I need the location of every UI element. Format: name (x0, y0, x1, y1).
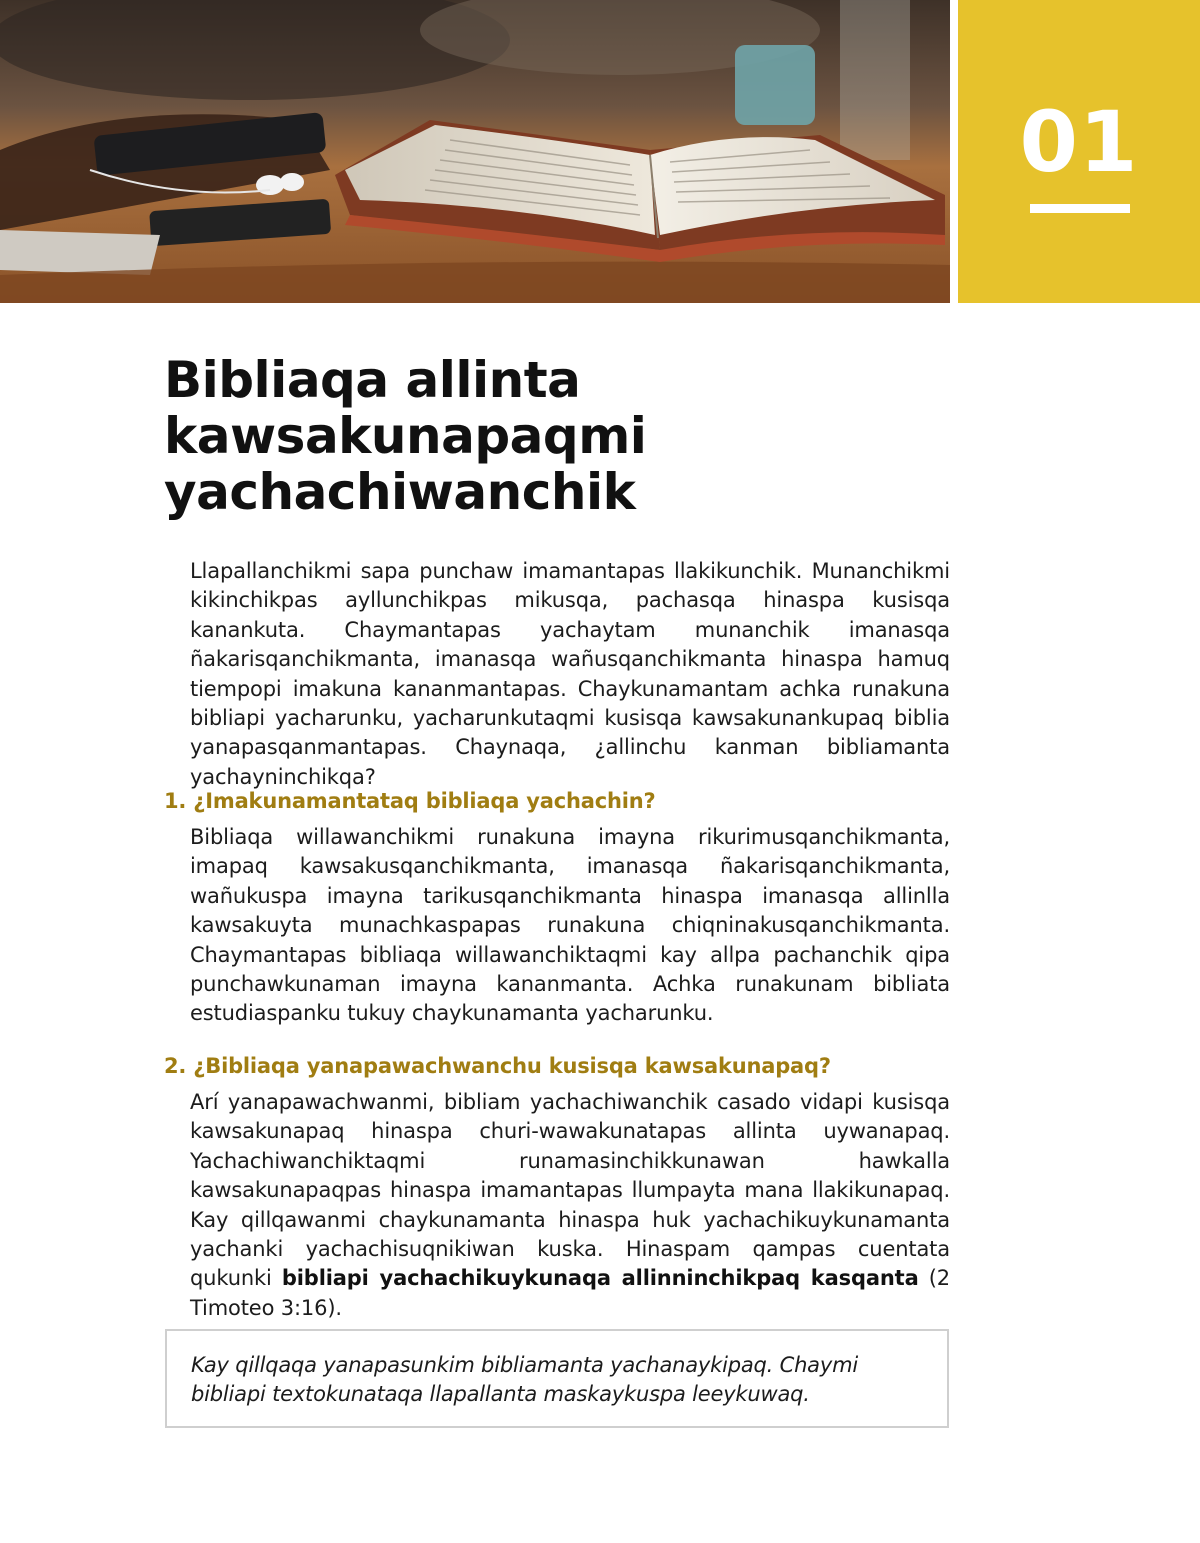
question-2-answer (190, 1088, 950, 1323)
question-2-answer-emphasis: bibliapi yachachikuykunaqa allinninchikpaq kasqanta (281, 1266, 919, 1291)
question-2-answer-text: Arí yanapawachwanmi, bibliam yachachiwanchik casado vidapi kusisqa kawsakunapaq hinaspa churi-wawakunatapas allinta uywanapaq. Yachachiwanchiktaqmi runamasinchikkunawan hawkalla kawsakunapaqpas hinaspa imamantapas llumpayta mana llakikunapaq. Kay qillqawanmi chaykunamanta hinaspa huk yachachikuykunamanta yachanki yachachisuqnikiwan kuska. Hinaspam qampas cuentata qukunki (190, 1090, 950, 1291)
chapter-tab (958, 0, 1200, 303)
note-text: Kay qillqaqa yanapasunkim bibliamanta yachanaykipaq. Chaymi bibliapi textokunataqa llapallanta maskaykuspa leeykuwaq. (191, 1353, 858, 1406)
note-box (165, 1329, 949, 1428)
intro-paragraph: Llapallanchikmi sapa punchaw imamantapas llakikunchik. Munanchikmi kikinchikpas ayllunchikpas mikusqa, pachasqa hinaspa kusisqa kanankuta. Chaymantapas yachaytam munanchik imanasqa ñakarisqanchikmanta, imanasqa wañusqanchikmanta hinaspa hamuq tiempopi imakuna kananmantapas. Chaykunamantam achka runakuna bibliapi yacharunku, yacharunkutaqmi kusisqa kawsakunankupaq biblia yanapasqanmantapas. Chaynaqa, ¿allinchu kanman bibliamanta yachayninchikqa? (190, 559, 950, 789)
open-bible-illustration (0, 0, 950, 303)
question-2-heading: 2. ¿Bibliaqa yanapawachwanchu kusisqa kawsakunapaq? (164, 1054, 831, 1078)
header-photo-open-bible (0, 0, 950, 303)
page-title: Bibliaqa allinta kawsakunapaqmi yachachiwanchik (164, 351, 647, 521)
scripture-reference: (2 Timoteo 3:16). (190, 1266, 951, 1320)
question-1-answer: Bibliaqa willawanchikmi runakuna imayna rikurimusqanchikmanta, imapaq kawsakusqanchikmanta, imanasqa ñakarisqanchikmanta, wañukuspa imayna tarikusqanchikmanta hinaspa imanasqa allinlla kawsakuyta munachkaspapas runakuna chiqninakusqanchikmanta. Chaymantapas bibliaqa willawanchiktaqmi kay allpa pachanchik qipa punchawkunaman imayna kananmanta. Achka runakunam bibliata estudiaspanku tukuy chaykunamanta yacharunku. (190, 825, 950, 1026)
question-1-heading: 1. ¿Imakunamantataq bibliaqa yachachin? (164, 789, 656, 813)
chapter-number-underline (1030, 204, 1130, 213)
chapter-number: 01 (1019, 93, 1139, 191)
